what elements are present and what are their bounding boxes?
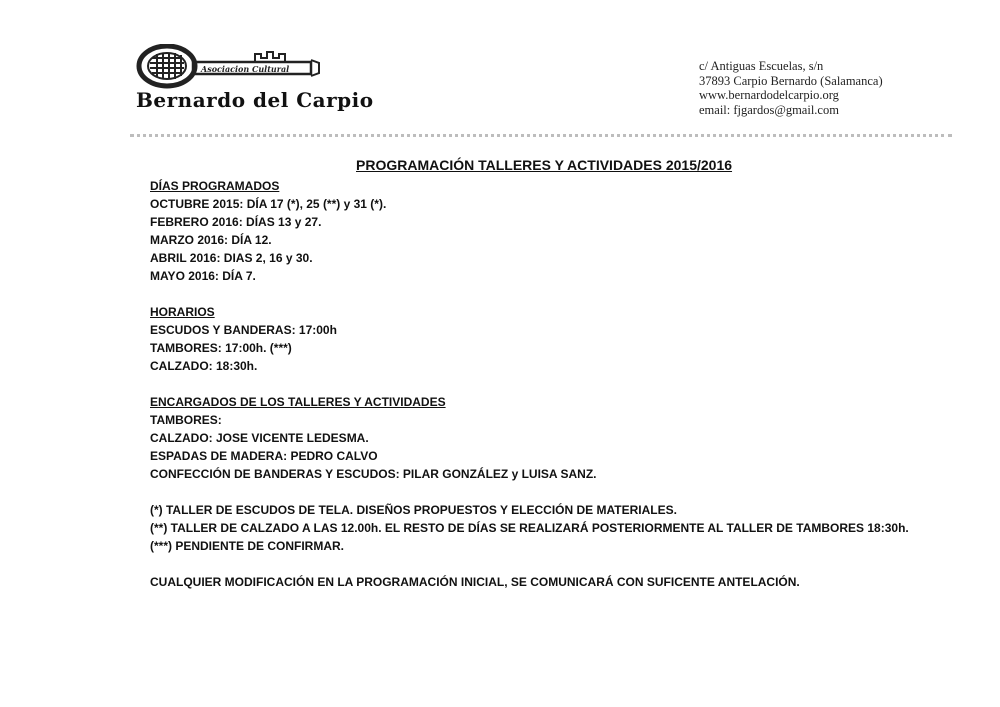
dias-heading: DÍAS PROGRAMADOS	[150, 179, 280, 193]
page-title: PROGRAMACIÓN TALLERES Y ACTIVIDADES 2015/2016	[356, 157, 733, 173]
encargados-line: ESPADAS DE MADERA: PEDRO CALVO	[150, 449, 378, 463]
nota-line: (***) PENDIENTE DE CONFIRMAR.	[150, 539, 345, 553]
horarios-line: ESCUDOS Y BANDERAS: 17:00h	[150, 323, 337, 337]
header-divider	[130, 134, 952, 137]
encargados-line: TAMBORES:	[150, 413, 222, 427]
spacer	[150, 285, 909, 303]
spacer	[150, 375, 909, 393]
spacer	[150, 555, 909, 573]
contact-address: c/ Antiguas Escuelas, s/n	[699, 59, 824, 73]
aviso-line: CUALQUIER MODIFICACIÓN EN LA PROGRAMACIÓN INICIAL, SE COMUNICARÁ CON SUFICENTE ANTELACIÓN.	[150, 575, 800, 589]
dias-line: FEBRERO 2016: DÍAS 13 y 27.	[150, 215, 322, 229]
logo-name: Bernardo del Carpio	[136, 88, 374, 112]
contact-web[interactable]: www.bernardodelcarpio.org	[699, 88, 839, 102]
dias-line: ABRIL 2016: DIAS 2, 16 y 30.	[150, 251, 313, 265]
document-body	[150, 177, 909, 591]
contact-email[interactable]: email: fjgardos@gmail.com	[699, 102, 839, 117]
encargados-line: CALZADO: JOSE VICENTE LEDESMA.	[150, 431, 369, 445]
dias-line: OCTUBRE 2015: DÍA 17 (*), 25 (**) y 31 (*).	[150, 197, 387, 211]
horarios-line: TAMBORES: 17:00h. (***)	[150, 341, 292, 355]
encargados-line: CONFECCIÓN DE BANDERAS Y ESCUDOS: PILAR GONZÁLEZ y LUISA SANZ.	[150, 467, 597, 481]
dias-line: MARZO 2016: DÍA 12.	[150, 233, 272, 247]
horarios-line: CALZADO: 18:30h.	[150, 359, 258, 373]
encargados-heading: ENCARGADOS DE LOS TALLERES Y ACTIVIDADES	[150, 395, 446, 409]
spacer	[150, 483, 909, 501]
dias-line: MAYO 2016: DÍA 7.	[150, 269, 256, 283]
nota-line: (**) TALLER DE CALZADO A LAS 12.00h. EL RESTO DE DÍAS SE REALIZARÁ POSTERIORMENTE AL TALLER DE TAMBORES 18:30h.	[150, 521, 909, 535]
horarios-heading: HORARIOS	[150, 305, 215, 319]
logo-small-text: Asociacion Cultural	[201, 64, 290, 74]
nota-line: (*) TALLER DE ESCUDOS DE TELA. DISEÑOS PROPUESTOS Y ELECCIÓN DE MATERIALES.	[150, 503, 677, 517]
contact-city: 37893 Carpio Bernardo (Salamanca)	[699, 73, 883, 88]
contact-block	[699, 59, 883, 117]
